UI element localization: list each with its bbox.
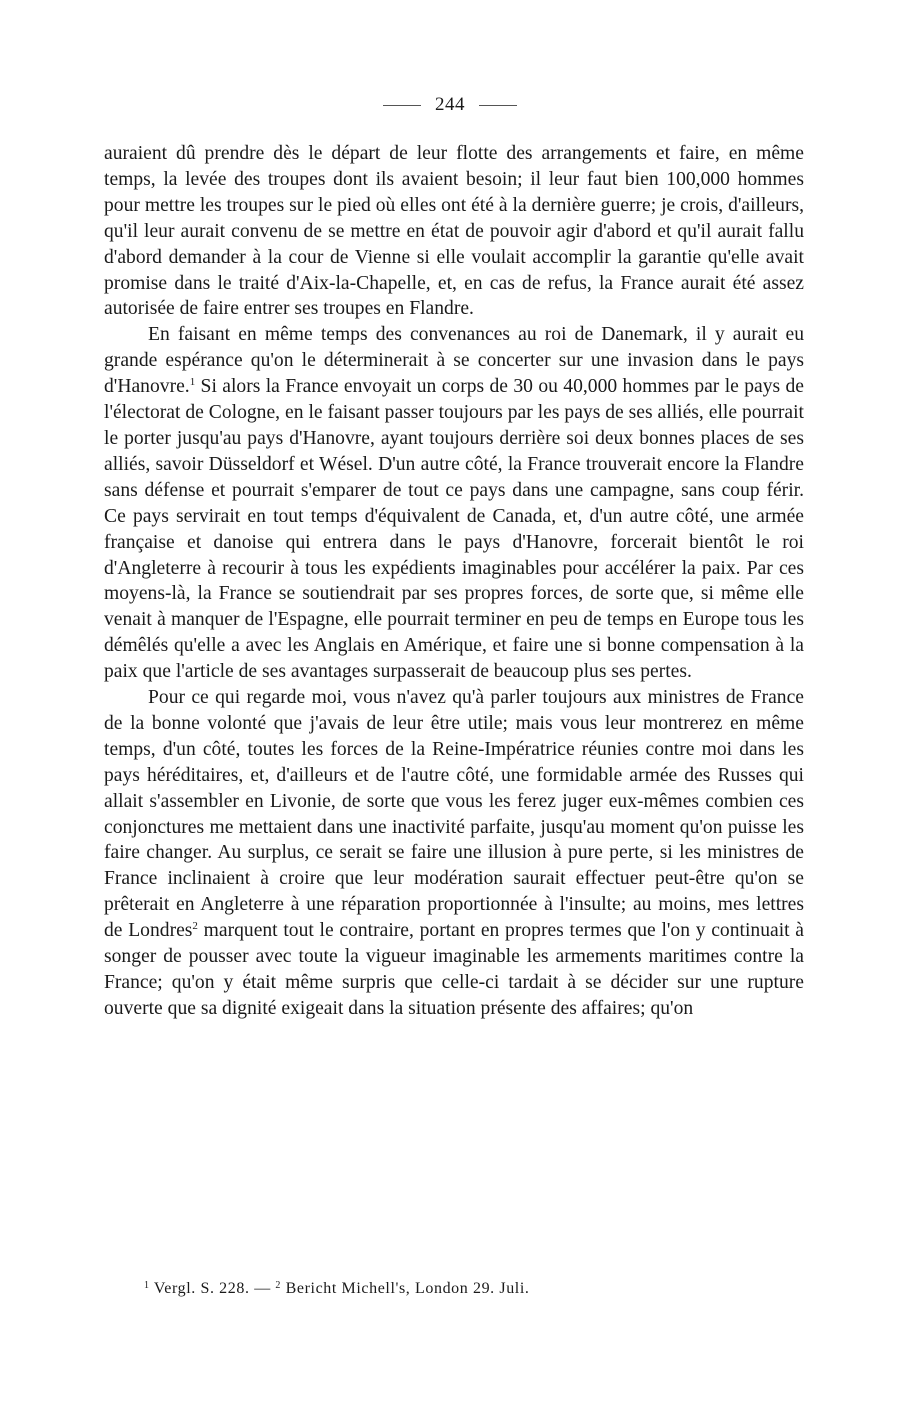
body-text bbox=[104, 141, 804, 1022]
header-rule-right bbox=[479, 105, 517, 106]
paragraph-text: Si alors la France envoyait un corps de 30 ou 40,000 hommes par le pays de l'électorat de Cologne, en le faisant passer toujours par les pays de ses alliés, elle pourrait le porter jusqu'au pays d'Hanovre, ayant toujours derrière soi deux bonnes places de ses alliés, savoir Düsseldorf et Wésel. D'un autre côté, la France trouverait encore la Flandre sans défense et pourrait s'emparer de tout ce pays dans une campagne, sans coup férir. Ce pays servirait en tout temps d'équivalent de Canada, et, d'un autre côté, une armée française et danoise qui entrera dans le pays d'Hanovre, forcerait bientôt le roi d'Angleterre à recourir à tous les expédients imaginables pour accélérer la paix. Par ces moyens-là, la France se soutiendrait par ses propres forces, de sorte que, si même elle venait à manquer de l'Espagne, elle pourrait terminer en peu de temps en Europe tous les démêlés qu'elle a avec les Anglais en Amérique, et faire une si bonne compensation à la paix que l'article de ses avantages surpasserait de beaucoup plus ses pertes. bbox=[104, 376, 804, 683]
paragraph-text: auraient dû prendre dès le départ de leur flotte des arrangements et faire, en même temps, la levée des troupes dont ils avaient besoin; il leur faut bien 100,000 hommes pour mettre les troupes sur le pied où elles ont été à la dernière guerre; je crois, d'ailleurs, qu'il leur aurait convenu de se mettre en état de pouvoir agir d'abord et qu'il aurait fallu d'abord demander à la cour de Vienne si elle voulait accomplir la garantie qu'elle avait promise dans le traité d'Aix-la-Chapelle, et, en cas de refus, la France aurait été assez autorisée de faire entrer ses troupes en Flandre. bbox=[104, 143, 804, 320]
footnote-text: Bericht Michell's, London 29. Juli. bbox=[285, 1280, 530, 1297]
paragraph-text: marquent tout le contraire, portant en propres termes que l'on y continuait à songer de pousser avec toute la vigueur imaginable les armements maritimes contre la France; qu'on y était même surpris que celle-ci tardait à se décider sur une rupture ouverte que sa dignité exigeait dans la situation présente des affaires; qu'on bbox=[104, 920, 804, 1019]
footnote-separator: — bbox=[249, 1280, 276, 1297]
footnote-mark: 2 bbox=[275, 1280, 282, 1291]
footnote-text: Vergl. S. 228. bbox=[153, 1280, 250, 1297]
page-number: 244 bbox=[435, 94, 465, 115]
footnote-mark: 1 bbox=[144, 1280, 150, 1291]
page-header bbox=[0, 94, 900, 116]
header-rule-left bbox=[383, 105, 421, 106]
paragraph-1 bbox=[104, 141, 804, 322]
footnote-reference: 2 bbox=[192, 920, 198, 933]
paragraph-3 bbox=[104, 685, 804, 1022]
footnotes bbox=[144, 1278, 784, 1300]
footnote-reference: 1 bbox=[189, 376, 196, 389]
paragraph-text: En faisant en même temps des convenances au roi de Danemark, il y aurait eu grande espérance qu'on le déterminerait à se concerter sur une invasion dans le pays d'Hanovre. bbox=[104, 324, 804, 398]
paragraph-text: Pour ce qui regarde moi, vous n'avez qu'à parler toujours aux ministres de France de la bonne volonté que j'avais de leur être utile; mais vous leur montrerez en même temps, d'un côté, toutes les forces de la Reine-Impératrice réunies contre moi dans les pays héréditaires, et, d'ailleurs et de l'autre côté, une formidable armée des Russes qui allait s'assembler en Livonie, de sorte que vous les ferez juger eux-mêmes combien ces conjonctures me mettaient dans une inactivité parfaite, jusqu'au moment qu'on puisse les faire changer. Au surplus, ce serait se faire une illusion à pure perte, si les ministres de France inclinaient à croire que leur modération saurait effectuer peut-être qu'on se prêterait en Angleterre à une réparation proportionnée à l'insulte; au moins, mes lettres de Londres bbox=[104, 687, 804, 942]
paragraph-2 bbox=[104, 322, 804, 685]
